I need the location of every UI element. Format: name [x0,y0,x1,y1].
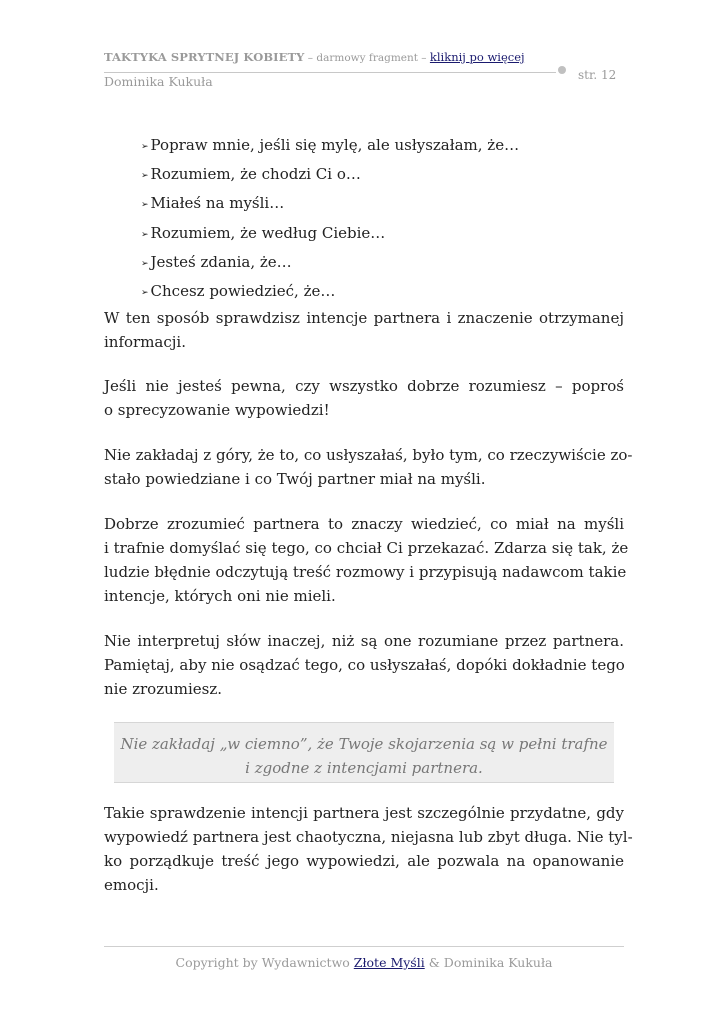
highlight-quote [114,722,614,783]
header-rule [104,72,556,73]
list-item-text: Chcesz powiedzieć, że… [150,282,336,301]
header-separator: – [417,52,430,64]
list-item [141,249,519,278]
text-line: Takie sprawdzenie intencji partnera jest szczególnie przydatne, gdy [104,804,624,822]
page-footer [0,955,728,970]
paragraph-ask [104,374,624,422]
list-item-text: Miałeś na myśli… [150,194,285,213]
header-separator: – [304,52,317,64]
quote-text [114,732,614,780]
list-item-text: Rozumiem, że według Ciebie… [150,223,386,242]
paragraph-checking [104,801,633,897]
paragraph-interpret [104,629,624,701]
book-title: TAKTYKA SPRYTNEJ KOBIETY [104,50,305,64]
header-title-line [104,50,624,64]
arrow-bullet-icon: ➢ [141,142,149,152]
text-line: informacji. [104,333,186,351]
paragraph-understand [104,512,629,608]
publisher-link[interactable]: Złote Myśli [353,955,425,970]
paragraph-intentions [104,306,624,354]
text-line: Nie interpretuj słów inaczej, niż są one rozumiane przez partnera. [104,632,624,650]
text-line: W ten sposób sprawdzisz intencje partnera i znaczenie otrzymanej [104,309,624,327]
arrow-bullet-icon: ➢ [141,288,149,299]
list-item-text: Popraw mnie, jeśli się mylę, ale usłyszałam, że… [150,136,520,154]
text-line: i trafnie domyślać się tego, co chciał Ci przekazać. Zdarza się tak, że [104,539,629,557]
paragraph-assume [104,443,633,491]
copyright-text: Copyright by Wydawnictwo [175,955,354,970]
more-link[interactable]: kliknij po więcej [429,50,525,64]
text-line: stało powiedziane i co Twój partner miał na myśli. [104,470,486,488]
text-line: Pamiętaj, aby nie osądzać tego, co usłyszałaś, dopóki dokładnie tego [104,656,625,674]
copyright-author: & Dominika Kukuła [424,955,553,970]
arrow-bullet-icon: ➢ [141,171,149,182]
list-item [141,190,519,219]
list-item [141,132,519,161]
text-line: o sprecyzowanie wypowiedzi! [104,401,330,419]
list-item [141,220,519,249]
text-line: ko porządkuje treść jego wypowiedzi, ale pozwala na opanowanie [104,852,624,870]
text-line: emocji. [104,876,159,894]
list-item-text: Rozumiem, że chodzi Ci o… [150,165,361,184]
text-line: nie zrozumiesz. [104,680,223,698]
page-number: str. 12 [578,68,617,82]
footer-rule [104,946,624,947]
text-line: ludzie błędnie odczytują treść rozmowy i przypisują nadawcom takie [104,563,627,581]
header-author: Dominika Kukuła [104,74,213,89]
list-item [141,161,519,190]
text-line: Dobrze zrozumieć partnera to znaczy wiedzieć, co miał na myśli [104,515,624,533]
arrow-bullet-icon: ➢ [141,229,149,240]
text-line: intencje, których oni nie mieli. [104,587,336,605]
fragment-note: darmowy fragment [316,52,418,64]
list-item-text: Jesteś zdania, że… [150,252,292,271]
header-dot-icon [558,66,566,74]
phrase-list [141,132,519,307]
page-header [104,50,624,64]
text-line: Nie zakładaj z góry, że to, co usłyszałaś, było tym, co rzeczywiście zo- [104,446,633,464]
text-line: Jeśli nie jesteś pewna, czy wszystko dobrze rozumiesz – poproś [104,377,624,395]
list-item [141,278,519,307]
quote-line: Nie zakładaj „w ciemno”, że Twoje skojarzenia są w pełni trafne [120,735,608,753]
arrow-bullet-icon: ➢ [141,200,149,211]
arrow-bullet-icon: ➢ [141,258,149,269]
text-line: wypowiedź partnera jest chaotyczna, niejasna lub zbyt długa. Nie tyl- [104,828,633,846]
quote-line: i zgodne z intencjami partnera. [245,759,483,777]
